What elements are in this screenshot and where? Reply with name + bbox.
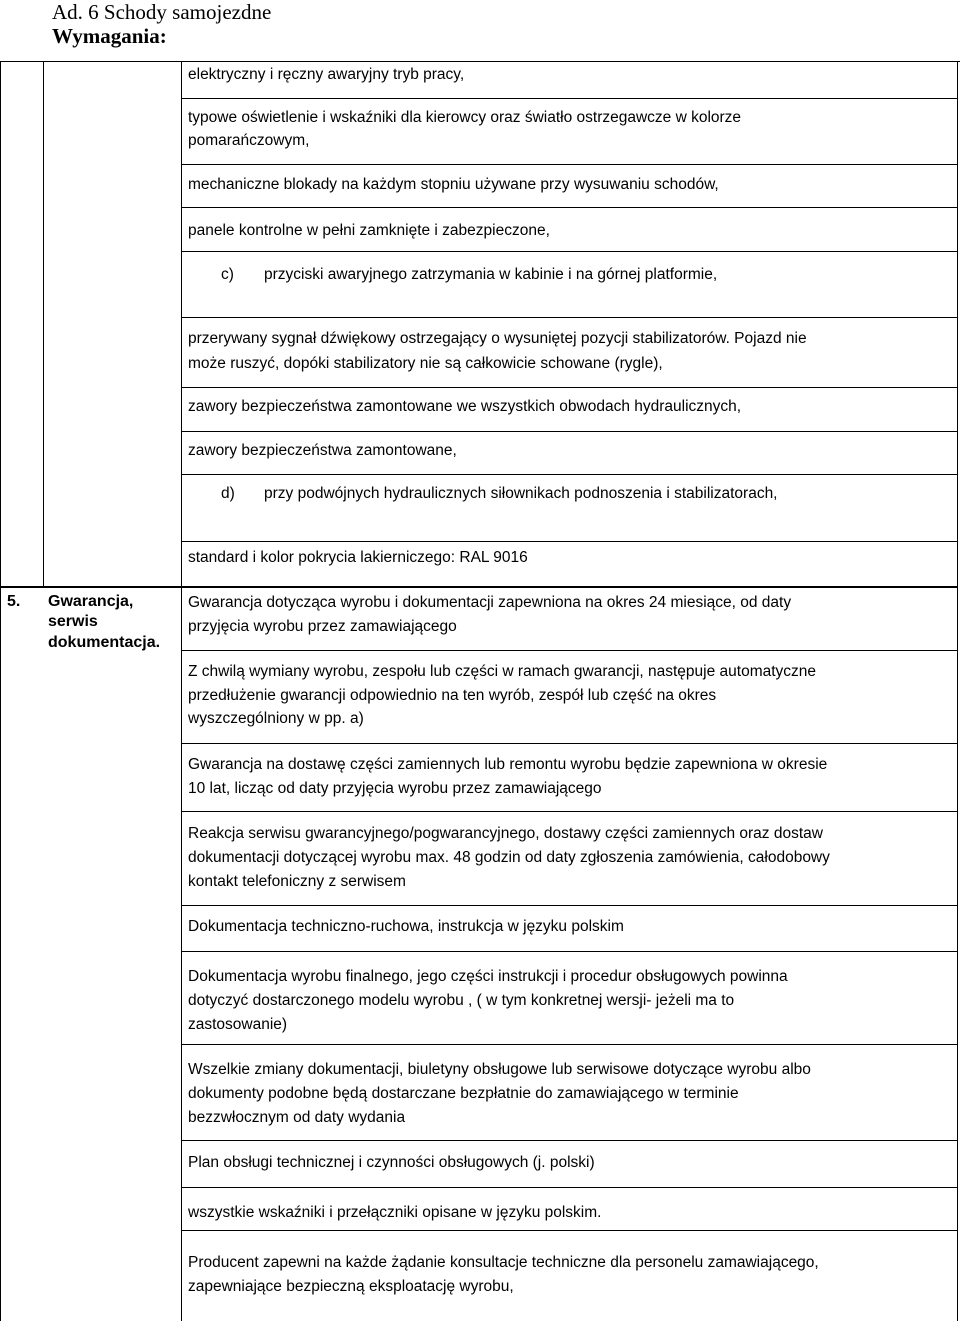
row-separator — [181, 207, 958, 208]
documentation-text: wszystkie wskaźniki i przełączniki opisane w języku polskim. — [188, 1204, 602, 1221]
warranty-text: Gwarancja dotycząca wyrobu i dokumentacji zapewniona na okres 24 miesiące, od daty — [188, 594, 792, 611]
row-separator — [181, 1140, 958, 1141]
documentation-text: Plan obsługi technicznej i czynności obsługowych (j. polski) — [188, 1154, 595, 1171]
number-column-divider — [43, 61, 44, 587]
requirement-text: elektryczny i ręczny awaryjny tryb pracy, — [188, 66, 465, 83]
requirement-text: zawory bezpieczeństwa zamontowane we wszystkich obwodach hydraulicznych, — [188, 398, 742, 415]
warranty-text: przedłużenie gwarancji odpowiednio na ten wyrób, zespół lub część na okres — [188, 687, 717, 704]
row-separator — [181, 650, 958, 651]
row-separator — [181, 541, 958, 542]
consultation-text: zapewniające bezpieczną eksploatację wyrobu, — [188, 1278, 514, 1295]
section-label: serwis — [48, 613, 98, 630]
row-separator — [181, 474, 958, 475]
row-separator — [181, 811, 958, 812]
documentation-text: zastosowanie) — [188, 1016, 288, 1033]
requirement-text: przerywany sygnał dźwiękowy ostrzegający o wysuniętej pozycji stabilizatorów. Pojazd nie — [188, 330, 807, 347]
row-separator — [181, 317, 958, 318]
warranty-text: Z chwilą wymiany wyrobu, zespołu lub części w ramach gwarancji, następuje automatyczne — [188, 663, 817, 680]
row-separator — [181, 98, 958, 99]
row-separator — [181, 743, 958, 744]
documentation-text: Wszelkie zmiany dokumentacji, biuletyny obsługowe lub serwisowe dotyczące wyrobu albo — [188, 1061, 811, 1078]
warranty-text: Gwarancja na dostawę części zamiennych lub remontu wyrobu będzie zapewniona w okresie — [188, 756, 828, 773]
service-text: kontakt telefoniczny z serwisem — [188, 873, 406, 890]
warranty-text: 10 lat, licząc od daty przyjęcia wyrobu przez zamawiającego — [188, 780, 602, 797]
requirement-text: typowe oświetlenie i wskaźniki dla kierowcy oraz światło ostrzegawcze w kolorze — [188, 109, 742, 126]
documentation-text: dotyczyć dostarczonego modelu wyrobu , ( w tym konkretnej wersji- jeżeli ma to — [188, 992, 735, 1009]
requirement-text: standard i kolor pokrycia lakierniczego: RAL 9016 — [188, 549, 528, 566]
documentation-text: bezzwłocznym od daty wydania — [188, 1109, 406, 1126]
requirement-text: zawory bezpieczeństwa zamontowane, — [188, 442, 457, 459]
requirement-text: przyciski awaryjnego zatrzymania w kabinie i na górnej platformie, — [264, 266, 718, 283]
document-title: Ad. 6 Schody samojezdne — [52, 0, 272, 24]
service-text: Reakcja serwisu gwarancyjnego/pogwarancyjnego, dostawy części zamiennych oraz dostaw — [188, 825, 823, 842]
documentation-text: dokumenty podobne będą dostarczane bezpłatnie do zamawiającego w terminie — [188, 1085, 739, 1102]
label-column-divider — [181, 61, 182, 1321]
row-separator — [181, 951, 958, 952]
row-separator — [181, 387, 958, 388]
table-top-border — [0, 61, 960, 62]
row-separator — [181, 164, 958, 165]
warranty-text: przyjęcia wyrobu przez zamawiającego — [188, 618, 457, 635]
table-right-border — [957, 61, 958, 1321]
section-label: dokumentacja. — [48, 634, 161, 651]
section-divider — [0, 586, 958, 588]
consultation-text: Producent zapewni na każde żądanie konsultacje techniczne dla personelu zamawiającego, — [188, 1254, 819, 1271]
row-separator — [181, 1230, 958, 1231]
row-separator — [181, 905, 958, 906]
requirement-text: pomarańczowym, — [188, 132, 310, 149]
requirement-text: może ruszyć, dopóki stabilizatory nie są całkowicie schowane (rygle), — [188, 355, 663, 372]
section-number: 5. — [7, 593, 21, 610]
row-separator — [181, 251, 958, 252]
list-marker: d) — [221, 485, 235, 502]
requirement-text: przy podwójnych hydraulicznych siłownikach podnoszenia i stabilizatorach, — [264, 485, 778, 502]
documentation-text: Dokumentacja techniczno-ruchowa, instrukcja w języku polskim — [188, 918, 624, 935]
list-marker: c) — [221, 266, 234, 283]
service-text: dokumentacji dotyczącej wyrobu max. 48 godzin od daty zgłoszenia zamówienia, całodobowy — [188, 849, 830, 866]
table-left-border — [0, 61, 1, 1321]
requirements-heading: Wymagania: — [52, 24, 167, 48]
requirement-text: panele kontrolne w pełni zamknięte i zabezpieczone, — [188, 222, 550, 239]
row-separator — [181, 431, 958, 432]
section-label: Gwarancja, — [48, 593, 134, 610]
documentation-text: Dokumentacja wyrobu finalnego, jego części instrukcji i procedur obsługowych powinna — [188, 968, 788, 985]
warranty-text: wyszczególniony w pp. a) — [188, 710, 364, 727]
row-separator — [181, 1044, 958, 1045]
row-separator — [181, 1187, 958, 1188]
requirement-text: mechaniczne blokady na każdym stopniu używane przy wysuwaniu schodów, — [188, 176, 719, 193]
